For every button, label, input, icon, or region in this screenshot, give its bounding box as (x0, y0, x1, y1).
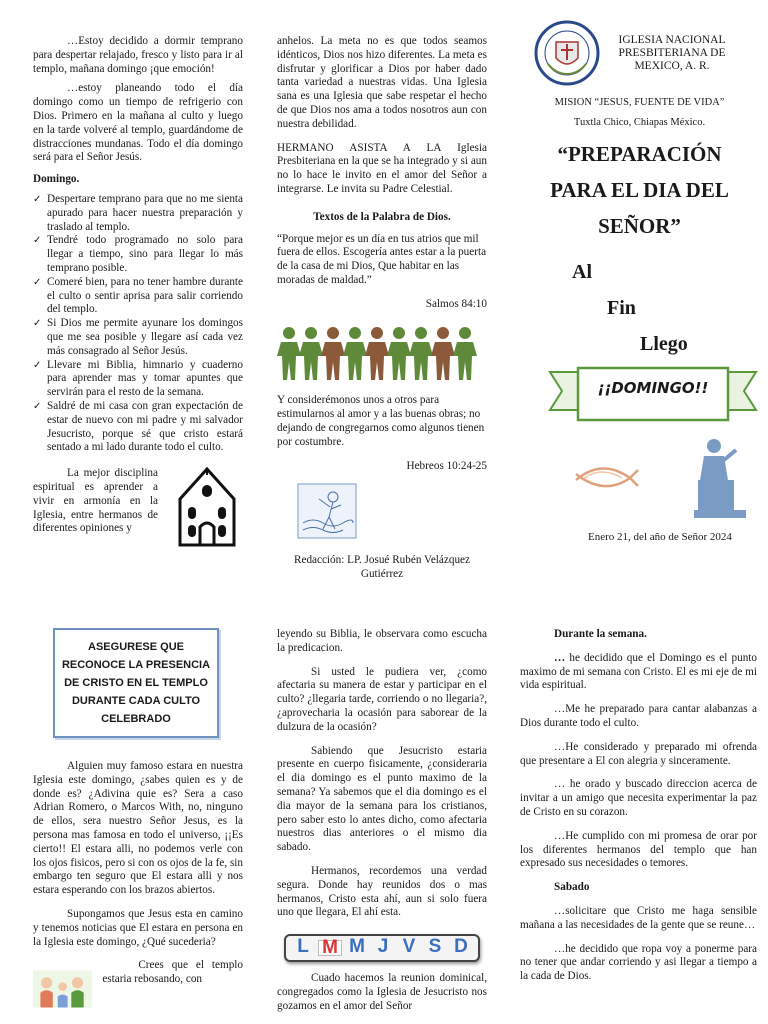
ellipsis-lead: … (554, 651, 566, 664)
brochure-title (522, 136, 757, 244)
hebrews-reference: Hebreos 10:24-25 (406, 459, 487, 472)
baptism-sketch-icon (297, 483, 357, 539)
banner-text: ¡¡DOMINGO!! (597, 379, 709, 397)
family-block (33, 959, 243, 1019)
panel6-paragraph-5: …He cumplido con mi promesa de orar por los diferentes hermanos del templo que han expresado sus necesidades o temores. (520, 829, 757, 870)
publication-date: Enero 21, del año de Señor 2024 (588, 531, 732, 543)
church-header (522, 20, 757, 86)
panel6-paragraph-4: … he orado y buscado direccion acerca de invitar a un amigo que necesita experimentar la paz de Cristo en su corazon. (520, 778, 757, 818)
panel5-paragraph-3: Sabiendo que Jesucristo estaria presente en cuerpo fisicamente, ¿consideraria el dia domingo es el punto maximo de la semana? Ya sabemos que el dia domingo es el dia mayor de la semana para los cristianos, pero saber esto lo antes dicho, como afectaria nuestros dias anteriores o el mismo dia sabado. (277, 744, 487, 854)
panel5-paragraph-1: leyendo su Biblia, le observara como escucha la predicacion. (277, 628, 487, 654)
preacher-at-pulpit-icon (694, 436, 750, 520)
discipline-block (33, 467, 243, 547)
panel6-paragraph-1 (520, 652, 757, 693)
cover-panel (522, 20, 757, 244)
subtitle-word-llego: Llego (640, 333, 688, 355)
psalm-reference: Salmos 84:10 (425, 297, 487, 310)
panel5-paragraph-4: Hermanos, recordemos una verdad segura. Donde hay reunidos dos o mas hermanos, Cristo esta ahí, aun si solo fuera uno que llegara, El ahí esta. (277, 864, 487, 919)
panel-2 (277, 35, 487, 582)
panel-1 (33, 35, 243, 547)
panel4-paragraph-3: Crees que el templo estaria rebosando, con (102, 959, 243, 986)
panel6-paragraph-7: …he decidido que ropa voy a ponerme para no tener que andar corriendo y asi llegar a tiempo a la cada de Dios. (520, 942, 757, 983)
panel2-paragraph-2: HERMANO ASISTA A LA Iglesia Presbiteriana en la que se ha integrado y si aun no lo hace le invito en el amor del Señor a integrarse. Le invita su Padre Celestial. (277, 141, 487, 195)
panel5-paragraph-2: Si usted le pudiera ver, ¿como afectaria su manera de estar y participar en el culto? ¿llegaria tarde, corriendo o no llegaria?, ¿aprovecharia la ocasión para saborear de la dulzura de la ocasión? (277, 665, 487, 733)
checklist-item: ✓ Llevare mi Biblia, himnario y cuaderno para aprender mas y tomar apuntes que servirán para el resto de la semana. (33, 359, 243, 400)
week-heading: Durante la semana. (554, 628, 647, 640)
title-line-3: SEÑOR” (598, 213, 681, 238)
presence-callout-box: ASEGURESE QUE RECONOCE LA PRESENCIA DE CRISTO EN EL TEMPLO DURANTE CADA CULTO CELEBRADO (53, 628, 219, 738)
title-line-1: “PREPARACIÓN (557, 141, 722, 166)
family-illustration-icon (33, 959, 92, 1019)
church-seal-icon (534, 20, 600, 86)
checklist-item: ✓ Comeré bien, para no tener hambre durante el culto o sentir aprisa para salir corriendo del templo. (33, 276, 243, 317)
checklist-item: ✓ Saldré de mi casa con gran expectación de estar de nuevo con mi padre y mi salvador Jesucristo, porque sé que cristo estará sentado a mi lado durante todo el culto. (33, 400, 243, 455)
subtitle-word-fin: Fin (607, 297, 636, 319)
checklist-item: ✓ Tendré todo programado no solo para llegar a tiempo, sino para llegar lo más temprano posible. (33, 234, 243, 275)
panel6-paragraph-2: …Me he preparado para cantar alabanzas a Dios durante todo el culto. (520, 703, 757, 729)
checklist-item: ✓ Despertare temprano para que no me sienta apurado para hacer nuestra preparación y traslado al templo. (33, 193, 243, 234)
panel4-paragraph-1: Alguien muy famoso estara en nuestra Iglesia este domingo, ¿sabes quien es y de donde es? ¿Adivina quie es? Sera a caso Adrian Romero, o Marcos With, no, ninguno de ellos, sera nuestro Señor Jesus, es la persona mas famosa en todo el universo, ¡¡Es cierto!! El estara alli, no podemos verle con los ojos fisicos, pero si con os ojos de la fe, sin embargo ten seguro que El estara alli y nos estara esperando con los brazos abiertos. (33, 760, 243, 897)
checklist-item: ✓ Si Dios me permite ayunare los domingos que me sea posible y llegare así cada vez más consagrado al Señor Jesús. (33, 317, 243, 358)
weekdays-strip (277, 934, 487, 962)
panel6-paragraph-3: …He considerado y preparado mi ofrenda que presentare a El con alegria y sinceramente. (520, 740, 757, 767)
location: Tuxtla Chico, Chiapas México. (573, 116, 706, 128)
panel5-paragraph-5: Cuado hacemos la reunion dominical, congregados como la Iglesia de Jesucristo nos gozamos en el amor del Señor (277, 971, 487, 1012)
psalm-quote: “Porque mejor es un día en tus atrios que mil fuera de ellos. Escogería antes estar a la puerta de la casa de mi Dios, Que habitar en las moradas de maldad.” (277, 232, 487, 286)
panel4-paragraph-2: Supongamos que Jesus esta en camino y tenemos noticias que El estara en persona en la Iglesia este domingo, ¿Qué sucederia? (33, 907, 243, 948)
domingo-checklist (33, 193, 243, 455)
day-letter: D (454, 936, 468, 958)
title-line-2: PARA EL DIA DEL (550, 177, 729, 202)
church-name: IGLESIA NACIONAL PRESBITERIANA DE MEXICO, A. R. (618, 34, 726, 72)
subtitle-word-al: Al (572, 261, 592, 283)
panel-6 (520, 628, 757, 984)
day-letter: J (377, 936, 389, 958)
fish-icon (572, 456, 640, 500)
editor-credit: Redacción: LP. Josué Rubén Velázquez Gutiérrez (294, 554, 470, 580)
panel-4 (33, 628, 243, 1019)
saturday-heading: Sabado (554, 881, 590, 894)
hebrews-quote: Y considerémonos unos a otros para estimularnos al amor y a las buenas obras; no dejando de congregarnos como algunos tienen por costumbre. (277, 394, 485, 448)
mission-name: MISION “JESUS, FUENTE DE VIDA” (554, 97, 725, 108)
day-letter: S (428, 936, 442, 958)
day-letter: M (349, 936, 365, 958)
people-chain-icon (277, 326, 487, 382)
panel-5 (277, 628, 487, 1013)
scripture-heading: Textos de la Palabra de Dios. (313, 210, 451, 223)
church-icon (176, 467, 238, 547)
panel6-paragraph-1-text: he decidido que el Domingo es el punto maximo de mi semana con Cristo. El es mi eje de mi vida espiritual. (520, 651, 757, 692)
domingo-heading: Domingo. (33, 173, 80, 186)
panel6-paragraph-6: …solicitare que Cristo me haga sensible mañana a las necesidades de la gente que se reune… (520, 904, 757, 931)
intro-paragraph-1: …Estoy decidido a dormir temprano para despertar relajado, fresco y listo para ir al templo, mañana domingo ¡que emoción! (33, 35, 243, 75)
intro-paragraph-2: …estoy planeando todo el día domingo como un tiempo de refrigerio con Dios. Primero en la mañana al culto y luego en la tarde volveré al templo, guardándome de distracciones mundanas. Todo el día domingo será para el Señor Jesús. (33, 82, 243, 164)
panel2-paragraph-1: anhelos. La meta no es que todos seamos idénticos, Dios nos hizo diferentes. La meta es disfrutar y glorificar a Dios por haber dado tanta variedad a nuestras vidas. Una Iglesia sana es una Iglesia que sabe respetar el hecho de que Dios nos ama a todos nosotros aun con nuestra debilidad. (277, 35, 487, 130)
discipline-text: La mejor disciplina espiritual es aprender a vivir en armonía en la Iglesia, entre hermanos de diferentes opiniones y (33, 467, 158, 535)
day-letter: V (402, 936, 416, 958)
day-letter-highlighted: M (318, 940, 342, 956)
domingo-banner (548, 366, 758, 424)
day-letter: L (297, 936, 309, 958)
